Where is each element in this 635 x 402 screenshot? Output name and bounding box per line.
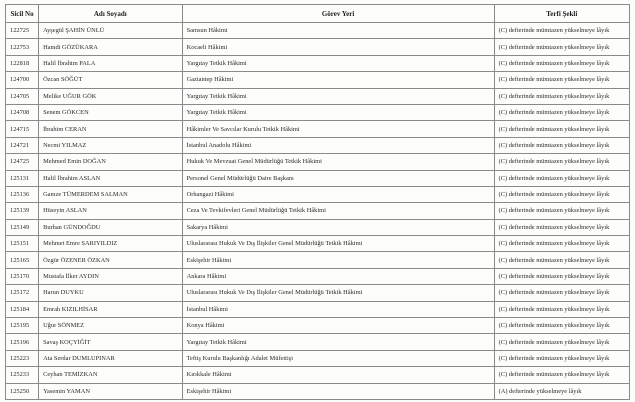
cell-sicil-no: 124700 [6, 72, 39, 88]
cell-sicil-no: 125195 [6, 318, 39, 334]
cell-sicil-no: 125196 [6, 334, 39, 350]
cell-adi-soyadi: İbrahim CERAN [39, 121, 183, 137]
table-row [6, 186, 630, 202]
cell-sicil-no: 122753 [6, 39, 39, 55]
table-row [6, 203, 630, 219]
cell-gorev-yeri: Hukuk Ve Mevzuat Genel Müdürlüğü Tetkik Hâkimi [182, 154, 494, 170]
table-row [6, 104, 630, 120]
cell-terfi-sekli: (C) defterinde mümtazen yükselmeye lâyık [494, 186, 629, 202]
cell-gorev-yeri: Yargıtay Tetkik Hâkimi [182, 55, 494, 71]
table-header-row [6, 5, 630, 23]
cell-gorev-yeri: Eskişehir Hâkimi [182, 383, 494, 399]
table-row [6, 88, 630, 104]
cell-adi-soyadi: Savaş KOÇYİĞİT [39, 334, 183, 350]
cell-sicil-no: 125131 [6, 170, 39, 186]
table-row [6, 268, 630, 284]
cell-adi-soyadi: Senem GÖKCEN [39, 104, 183, 120]
cell-terfi-sekli: (C) defterinde mümtazen yükselmeye lâyık [494, 334, 629, 350]
cell-terfi-sekli: (C) defterinde mümtazen yükselmeye lâyık [494, 285, 629, 301]
cell-adi-soyadi: Halil İbrahim PALA [39, 55, 183, 71]
table-row [6, 350, 630, 366]
cell-terfi-sekli: (C) defterinde mümtazen yükselmeye lâyık [494, 219, 629, 235]
col-header-adi-soyadi: Adı Soyadı [39, 5, 183, 23]
cell-gorev-yeri: Ceza Ve Tevkifevleri Genel Müdürlüğü Tetkik Hâkimi [182, 203, 494, 219]
table-row [6, 154, 630, 170]
cell-sicil-no: 125149 [6, 219, 39, 235]
cell-terfi-sekli: (C) defterinde mümtazen yükselmeye lâyık [494, 367, 629, 383]
cell-gorev-yeri: Yargıtay Tetkik Hâkimi [182, 334, 494, 350]
cell-adi-soyadi: Mustafa İlker AYDIN [39, 268, 183, 284]
cell-terfi-sekli: (C) defterinde mümtazen yükselmeye lâyık [494, 252, 629, 268]
table-row [6, 72, 630, 88]
cell-terfi-sekli: (C) defterinde mümtazen yükselmeye lâyık [494, 23, 629, 39]
cell-terfi-sekli: (C) defterinde mümtazen yükselmeye lâyık [494, 137, 629, 153]
cell-sicil-no: 125151 [6, 236, 39, 252]
col-header-sicil-no: Sicil No [6, 5, 39, 23]
cell-sicil-no: 124705 [6, 88, 39, 104]
table-row [6, 318, 630, 334]
table-row [6, 334, 630, 350]
cell-gorev-yeri: İstanbul Anadolu Hâkimi [182, 137, 494, 153]
table-row [6, 285, 630, 301]
cell-terfi-sekli: (C) defterinde mümtazen yükselmeye lâyık [494, 268, 629, 284]
col-header-terfi-sekli: Terfi Şekli [494, 5, 629, 23]
cell-adi-soyadi: Mehmet Emre SARIYILDIZ [39, 236, 183, 252]
cell-adi-soyadi: Melike UĞUR GÖK [39, 88, 183, 104]
cell-terfi-sekli: (C) defterinde mümtazen yükselmeye lâyık [494, 318, 629, 334]
cell-terfi-sekli: (C) defterinde mümtazen yükselmeye lâyık [494, 104, 629, 120]
table-row [6, 121, 630, 137]
cell-terfi-sekli: (C) defterinde mümtazen yükselmeye lâyık [494, 170, 629, 186]
table-row [6, 236, 630, 252]
cell-sicil-no: 125184 [6, 301, 39, 317]
cell-terfi-sekli: (C) defterinde mümtazen yükselmeye lâyık [494, 72, 629, 88]
cell-sicil-no: 122818 [6, 55, 39, 71]
cell-adi-soyadi: Harun DUYKU [39, 285, 183, 301]
table-row [6, 23, 630, 39]
judges-promotion-table [5, 4, 630, 400]
cell-gorev-yeri: Kocaeli Hâkimi [182, 39, 494, 55]
cell-adi-soyadi: Yasemin YAMAN [39, 383, 183, 399]
table-row [6, 383, 630, 399]
cell-sicil-no: 124708 [6, 104, 39, 120]
table-row [6, 55, 630, 71]
cell-gorev-yeri: Hâkimler Ve Savcılar Kurulu Tetkik Hâkimi [182, 121, 494, 137]
cell-adi-soyadi: Mehmed Emin DOĞAN [39, 154, 183, 170]
cell-gorev-yeri: Gaziantep Hâkimi [182, 72, 494, 88]
cell-sicil-no: 125136 [6, 186, 39, 202]
cell-sicil-no: 125170 [6, 268, 39, 284]
cell-gorev-yeri: Konya Hâkimi [182, 318, 494, 334]
cell-adi-soyadi: Hamdi GÖZÜKARA [39, 39, 183, 55]
cell-gorev-yeri: İstanbul Hâkimi [182, 301, 494, 317]
cell-terfi-sekli: (C) defterinde mümtazen yükselmeye lâyık [494, 88, 629, 104]
cell-gorev-yeri: Teftiş Kurulu Başkanlığı Adalet Müfettişi [182, 350, 494, 366]
cell-adi-soyadi: Halil İbrahim ASLAN [39, 170, 183, 186]
table-body [6, 23, 630, 400]
table-row [6, 219, 630, 235]
cell-sicil-no: 125139 [6, 203, 39, 219]
cell-gorev-yeri: Uluslararası Hukuk Ve Dış İlişkiler Genel Müdürlüğü Tetkik Hâkimi [182, 236, 494, 252]
cell-sicil-no: 124725 [6, 154, 39, 170]
table-row [6, 252, 630, 268]
cell-terfi-sekli: (C) defterinde mümtazen yükselmeye lâyık [494, 301, 629, 317]
cell-gorev-yeri: Kırıkkale Hâkimi [182, 367, 494, 383]
cell-terfi-sekli: (C) defterinde mümtazen yükselmeye lâyık [494, 154, 629, 170]
cell-sicil-no: 125223 [6, 350, 39, 366]
cell-gorev-yeri: Uluslararası Hukuk Ve Dış İlişkiler Genel Müdürlüğü Tetkik Hâkimi [182, 285, 494, 301]
cell-adi-soyadi: Özcan SÖĞÜT [39, 72, 183, 88]
cell-adi-soyadi: Emrah KIZILHİSAR [39, 301, 183, 317]
cell-terfi-sekli: (A) defterinde yükselmeye lâyık [494, 383, 629, 399]
table-row [6, 170, 630, 186]
cell-gorev-yeri: Sakarya Hâkimi [182, 219, 494, 235]
table-row [6, 301, 630, 317]
table-row [6, 367, 630, 383]
cell-sicil-no: 122725 [6, 23, 39, 39]
cell-terfi-sekli: (C) defterinde mümtazen yükselmeye lâyık [494, 55, 629, 71]
cell-adi-soyadi: Uğur SÖNMEZ [39, 318, 183, 334]
cell-terfi-sekli: (C) defterinde mümtazen yükselmeye lâyık [494, 236, 629, 252]
cell-adi-soyadi: Özgür ÖZENER ÖZKAN [39, 252, 183, 268]
cell-adi-soyadi: Gamze TÜMERDEM SALMAN [39, 186, 183, 202]
cell-gorev-yeri: Yargıtay Tetkik Hâkimi [182, 104, 494, 120]
cell-adi-soyadi: Burhan GÜNDOĞDU [39, 219, 183, 235]
cell-gorev-yeri: Eskişehir Hâkimi [182, 252, 494, 268]
cell-terfi-sekli: (C) defterinde mümtazen yükselmeye lâyık [494, 121, 629, 137]
cell-sicil-no: 125172 [6, 285, 39, 301]
cell-gorev-yeri: Personel Genel Müdürlüğü Daire Başkanı [182, 170, 494, 186]
cell-sicil-no: 125233 [6, 367, 39, 383]
cell-adi-soyadi: Necmi YILMAZ [39, 137, 183, 153]
cell-adi-soyadi: Ayşegül ŞAHİN ÜNLÜ [39, 23, 183, 39]
cell-sicil-no: 124715 [6, 121, 39, 137]
cell-adi-soyadi: Ata Serdar DUMLUPINAR [39, 350, 183, 366]
cell-gorev-yeri: Orhangazi Hâkimi [182, 186, 494, 202]
table-row [6, 137, 630, 153]
cell-sicil-no: 125250 [6, 383, 39, 399]
cell-adi-soyadi: Ceyhan TEMİZKAN [39, 367, 183, 383]
cell-gorev-yeri: Ankara Hâkimi [182, 268, 494, 284]
cell-gorev-yeri: Yargıtay Tetkik Hâkimi [182, 88, 494, 104]
cell-terfi-sekli: (C) defterinde mümtazen yükselmeye lâyık [494, 350, 629, 366]
cell-gorev-yeri: Samsun Hâkimi [182, 23, 494, 39]
cell-adi-soyadi: Hüseyin ASLAN [39, 203, 183, 219]
table-row [6, 39, 630, 55]
col-header-gorev-yeri: Görev Yeri [182, 5, 494, 23]
cell-terfi-sekli: (C) defterinde mümtazen yükselmeye lâyık [494, 39, 629, 55]
cell-sicil-no: 124721 [6, 137, 39, 153]
cell-terfi-sekli: (C) defterinde mümtazen yükselmeye lâyık [494, 203, 629, 219]
cell-sicil-no: 125165 [6, 252, 39, 268]
